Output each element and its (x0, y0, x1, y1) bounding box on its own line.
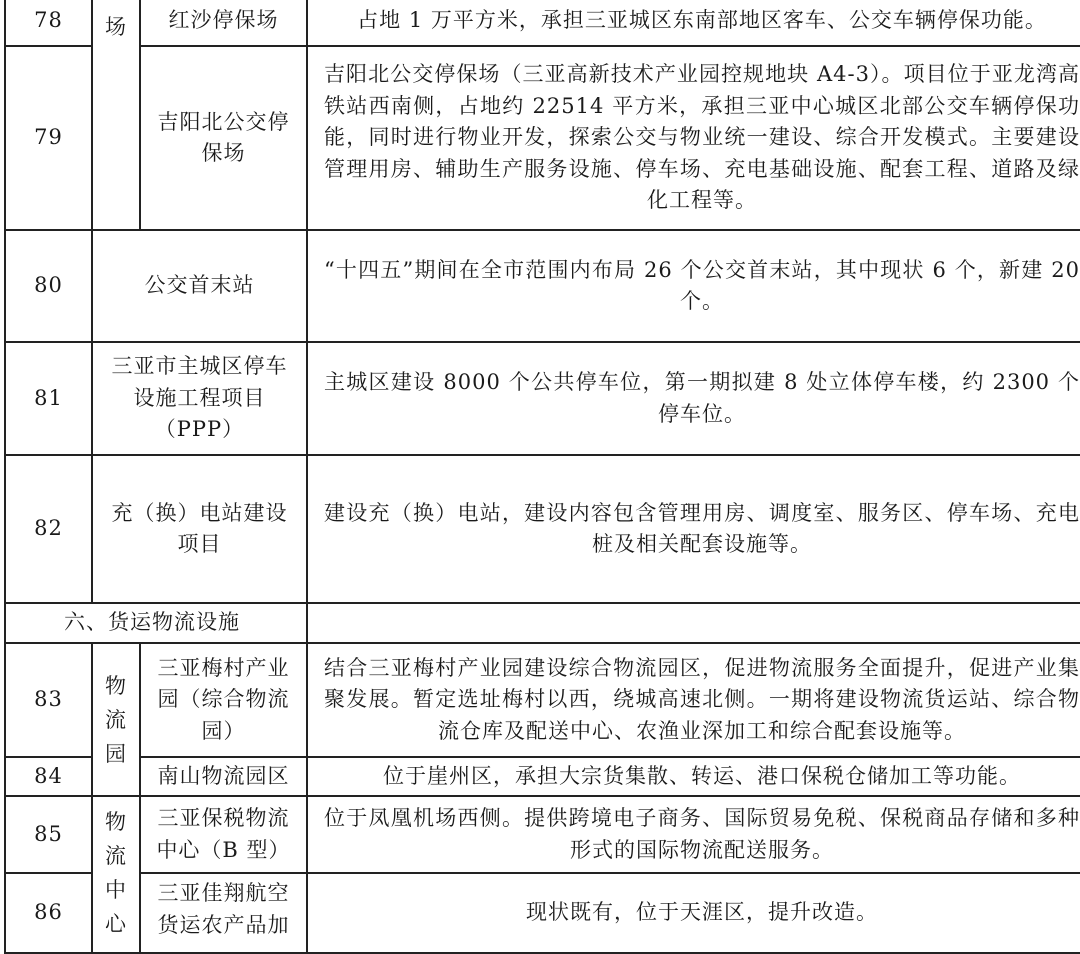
category-cell: 场 (92, 0, 140, 230)
table-row (5, 46, 1080, 230)
row-number: 82 (5, 455, 92, 603)
project-name: 三亚市主城区停车设施工程项目（PPP） (92, 342, 307, 455)
category-cell: 物流园 (92, 643, 140, 796)
table-row (5, 757, 1080, 796)
project-name: 吉阳北公交停保场 (140, 46, 307, 230)
project-description: 吉阳北公交停保场（三亚高新技术产业园控规地块 A4-3）。项目位于亚龙湾高铁站西南侧，占地约 22514 平方米，承担三亚中心城区北部公交车辆停保功能，同时进行物业开发，探索公交与物业统一建设、综合开发模式。主要建设管理用房、辅助生产服务设施、停车场、充电基础设施、配套工程、道路及绿化工程等。 (307, 46, 1080, 230)
project-description: 位于凤凰机场西侧。提供跨境电子商务、国际贸易免税、保税商品存储和多种形式的国际物流配送服务。 (307, 796, 1080, 873)
project-name: 充（换）电站建设项目 (92, 455, 307, 603)
table-row (5, 455, 1080, 603)
project-description: 位于崖州区，承担大宗货集散、转运、港口保税仓储加工等功能。 (307, 757, 1080, 796)
project-name: 三亚梅村产业园（综合物流园） (140, 643, 307, 757)
row-number: 80 (5, 230, 92, 342)
row-number: 81 (5, 342, 92, 455)
project-description: 占地 1 万平方米，承担三亚城区东南部地区客车、公交车辆停保功能。 (307, 0, 1080, 46)
row-number: 83 (5, 643, 92, 757)
project-description: “十四五”期间在全市范围内布局 26 个公交首末站，其中现状 6 个，新建 20 个。 (307, 230, 1080, 342)
table-row (5, 796, 1080, 873)
category-cell: 物流中心 (92, 796, 140, 953)
row-number: 85 (5, 796, 92, 873)
section-header: 六、货运物流设施 (5, 603, 307, 643)
section-header-row (5, 603, 1080, 643)
project-description: 建设充（换）电站，建设内容包含管理用房、调度室、服务区、停车场、充电桩及相关配套设施等。 (307, 455, 1080, 603)
table-row (5, 342, 1080, 455)
project-name: 三亚佳翔航空货运农产品加 (140, 873, 307, 953)
project-name: 三亚保税物流中心（B 型） (140, 796, 307, 873)
project-description: 现状既有，位于天涯区，提升改造。 (307, 873, 1080, 953)
row-number: 79 (5, 46, 92, 230)
table-row (5, 230, 1080, 342)
project-name: 公交首末站 (92, 230, 307, 342)
table-row (5, 643, 1080, 757)
project-description: 主城区建设 8000 个公共停车位，第一期拟建 8 处立体停车楼，约 2300 个停车位。 (307, 342, 1080, 455)
project-table (4, 0, 1080, 954)
table-row (5, 873, 1080, 953)
empty-cell (307, 603, 1080, 643)
project-name: 红沙停保场 (140, 0, 307, 46)
row-number: 84 (5, 757, 92, 796)
row-number: 86 (5, 873, 92, 953)
project-description: 结合三亚梅村产业园建设综合物流园区，促进物流服务全面提升，促进产业集聚发展。暂定选址梅村以西，绕城高速北侧。一期将建设物流货运站、综合物流仓库及配送中心、农渔业深加工和综合配套设施等。 (307, 643, 1080, 757)
table-row (5, 0, 1080, 46)
row-number: 78 (5, 0, 92, 46)
project-name: 南山物流园区 (140, 757, 307, 796)
